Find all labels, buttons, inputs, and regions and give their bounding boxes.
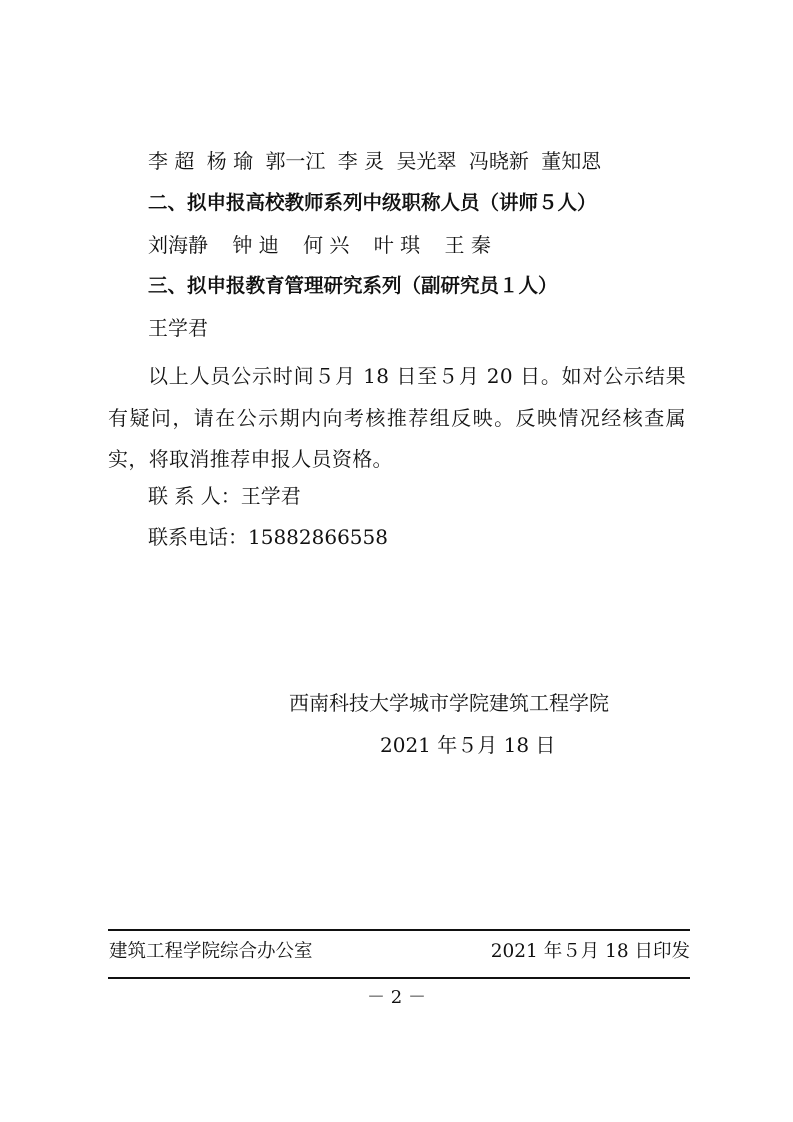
person-name: 王学君 (148, 316, 208, 340)
person-name: 钟 迪 (232, 233, 279, 257)
footer-issuer: 建筑工程学院综合办公室 (109, 941, 313, 962)
person-name: 刘海静 (148, 233, 208, 257)
notice-paragraph: 以上人员公示时间５月 18 日至５月 20 日。如对公示结果有疑问，请在公示期内向考核推荐组反映。反映情况经核查属实，将取消推荐申报人员资格。 (108, 364, 686, 471)
name-list-lecturers-continued (148, 147, 607, 175)
contact-person: 联 系 人：王学君 (148, 484, 301, 508)
name-list-section-2 (148, 231, 509, 259)
person-name: 李 灵 (337, 149, 385, 173)
person-name: 杨 瑜 (206, 149, 254, 173)
signing-organization: 西南科技大学城市学院建筑工程学院 (289, 691, 609, 715)
person-name: 李 超 (148, 149, 195, 173)
footer-top-rule (108, 929, 690, 931)
person-name: 冯晓新 (468, 149, 529, 173)
signing-date: 2021 年５月 18 日 (380, 733, 556, 757)
contact-phone: 联系电话：15882866558 (148, 525, 388, 549)
person-name: 叶 琪 (373, 233, 421, 257)
person-name: 董知恩 (541, 149, 602, 173)
section-3-heading: 三、拟申报教育管理研究系列（副研究员１人） (148, 274, 558, 297)
person-name: 吴光翠 (396, 149, 457, 173)
person-name: 王 秦 (444, 233, 491, 257)
name-list-section-3 (148, 314, 208, 342)
footer-bottom-rule (108, 977, 690, 979)
person-name: 何 兴 (303, 233, 350, 257)
section-2-heading: 二、拟申报高校教师系列中级职称人员（讲师５人） (148, 191, 597, 214)
person-name: 郭一江 (265, 149, 326, 173)
page-number: － 2 － (367, 987, 426, 1008)
footer-issue-date: 2021 年５月 18 日印发 (490, 941, 690, 962)
